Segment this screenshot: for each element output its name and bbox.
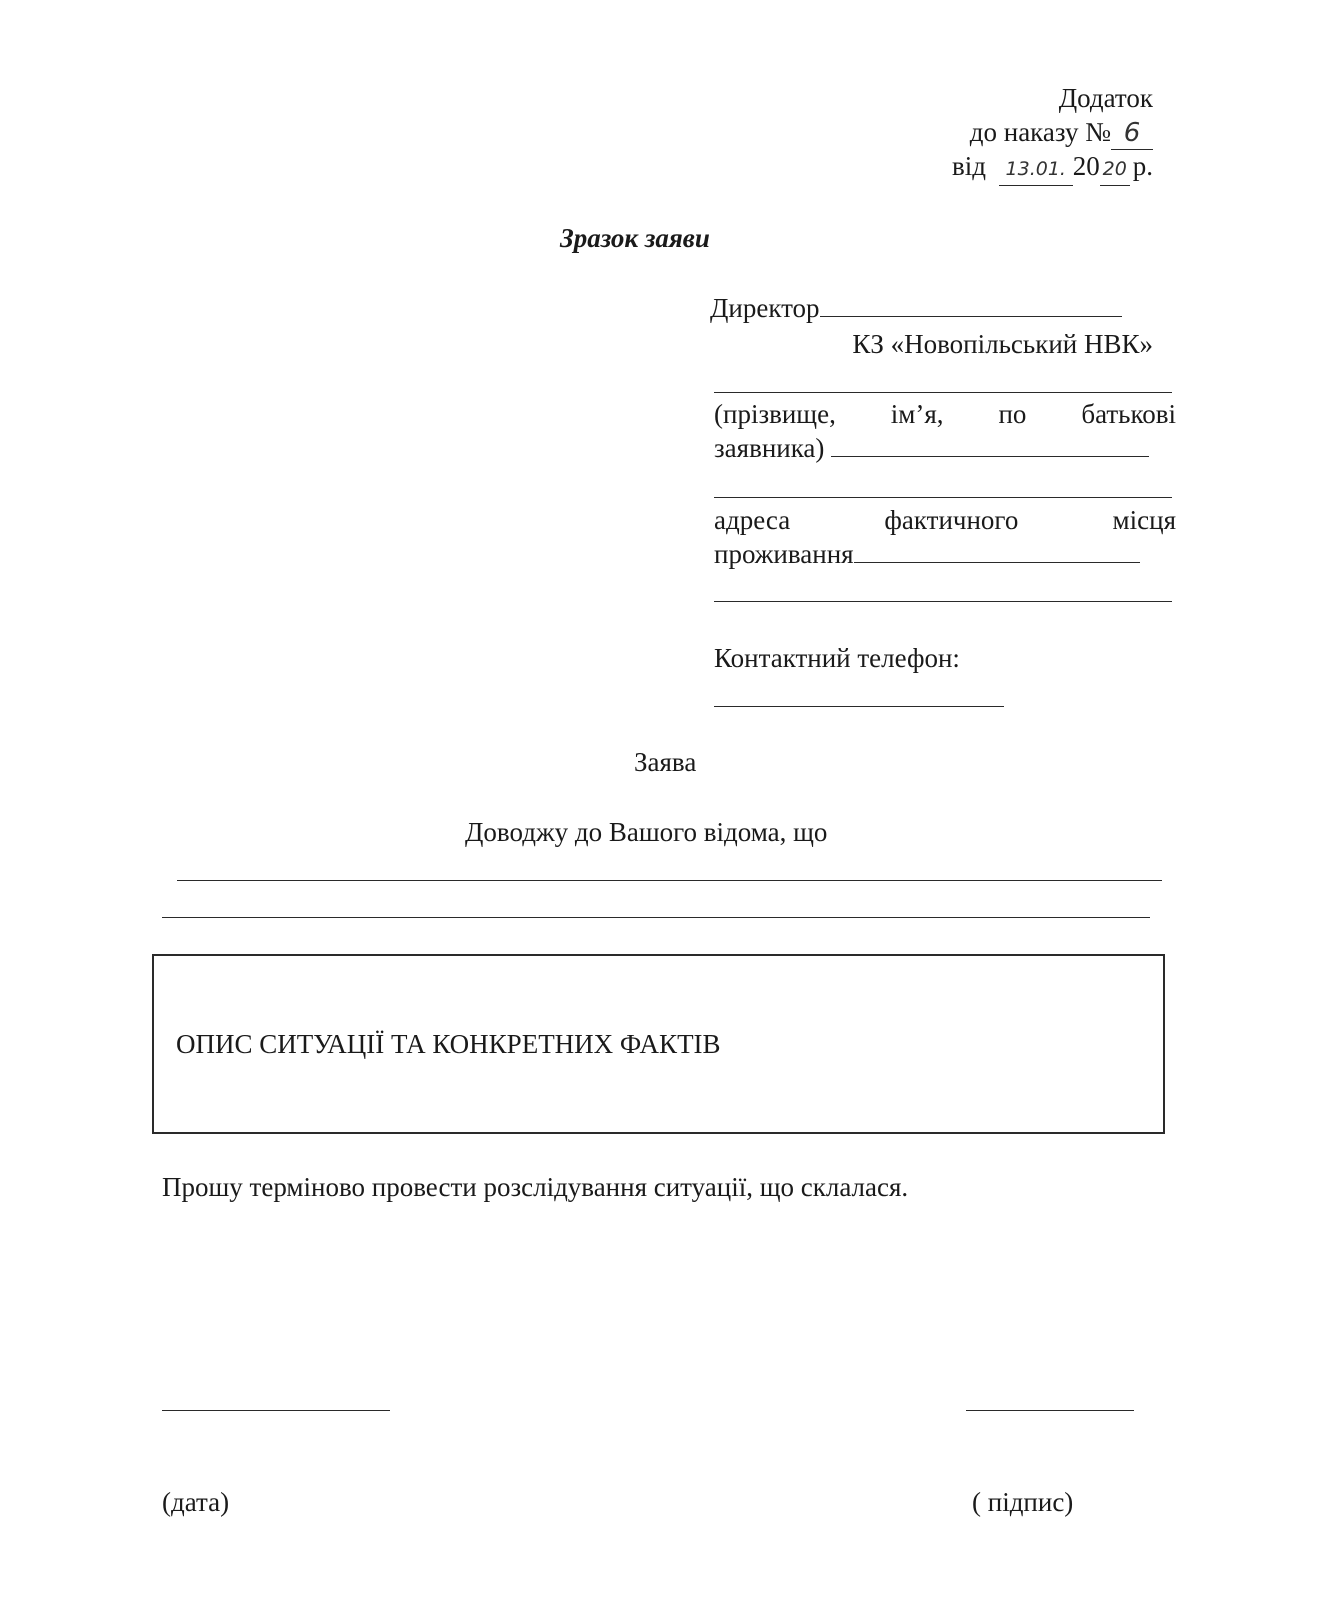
- address-word-3: місця: [1112, 505, 1176, 535]
- signature-label: ( підпис): [972, 1487, 1074, 1517]
- institution-name: КЗ «Новопільський НВК»: [852, 329, 1153, 359]
- director-line: [710, 292, 1122, 324]
- order-number-field: [1111, 116, 1153, 150]
- order-reference: [970, 116, 1153, 150]
- hint-word-by: по: [998, 399, 1027, 429]
- situation-description-text: ОПИС СИТУАЦІЇ ТА КОНКРЕТНИХ ФАКТІВ: [176, 1029, 721, 1059]
- date-prefix: від: [952, 151, 986, 181]
- residence-line: [714, 538, 1140, 570]
- hint-word-surname: (прізвище,: [714, 399, 836, 429]
- year-field: [1100, 150, 1130, 186]
- address-word-1: адреса: [714, 505, 791, 535]
- statement-line-1: [177, 880, 1162, 881]
- applicant-extra-line: [714, 497, 1172, 498]
- residence-field: [854, 562, 1140, 563]
- statement-line-2: [162, 917, 1150, 918]
- order-prefix: до наказу №: [969, 117, 1111, 147]
- date-signature-line: [162, 1410, 390, 1411]
- order-date: [952, 150, 1153, 186]
- statement-heading: Заява: [634, 747, 697, 777]
- residence-label: проживання: [714, 539, 854, 569]
- applicant-label: заявника): [714, 433, 825, 463]
- year-handwritten: 20: [1102, 158, 1127, 180]
- hint-word-patronymic: батькові: [1081, 399, 1176, 429]
- address-extra-line: [714, 601, 1172, 602]
- appendix-label: Додаток: [1058, 83, 1153, 113]
- investigation-request: Прошу терміново провести розслідування ситуації, що склалася.: [162, 1172, 909, 1202]
- date-field: [999, 150, 1073, 186]
- director-label: Директор: [710, 293, 820, 323]
- address-word-2: фактичного: [884, 505, 1019, 535]
- year-suffix: р.: [1132, 151, 1153, 181]
- hint-word-name: ім’я,: [890, 399, 944, 429]
- situation-description-box: [152, 954, 1165, 1134]
- applicant-line: [714, 432, 1149, 464]
- applicant-name-hint: [714, 398, 1176, 430]
- statement-intro: Доводжу до Вашого відома, що: [465, 817, 828, 847]
- phone-label: Контактний телефон:: [714, 643, 960, 673]
- phone-line: [714, 706, 1004, 707]
- applicant-name-field: [831, 456, 1149, 457]
- date-label: (дата): [162, 1487, 230, 1517]
- applicant-name-line: [714, 392, 1172, 393]
- form-title: Зразок заяви: [560, 223, 710, 253]
- date-handwritten: 13.01.: [1005, 158, 1066, 180]
- director-name-field: [820, 316, 1122, 317]
- address-hint: [714, 504, 1176, 536]
- signature-line: [966, 1410, 1134, 1411]
- order-number-handwritten: 6: [1123, 118, 1141, 148]
- year-prefix: 20: [1072, 151, 1100, 181]
